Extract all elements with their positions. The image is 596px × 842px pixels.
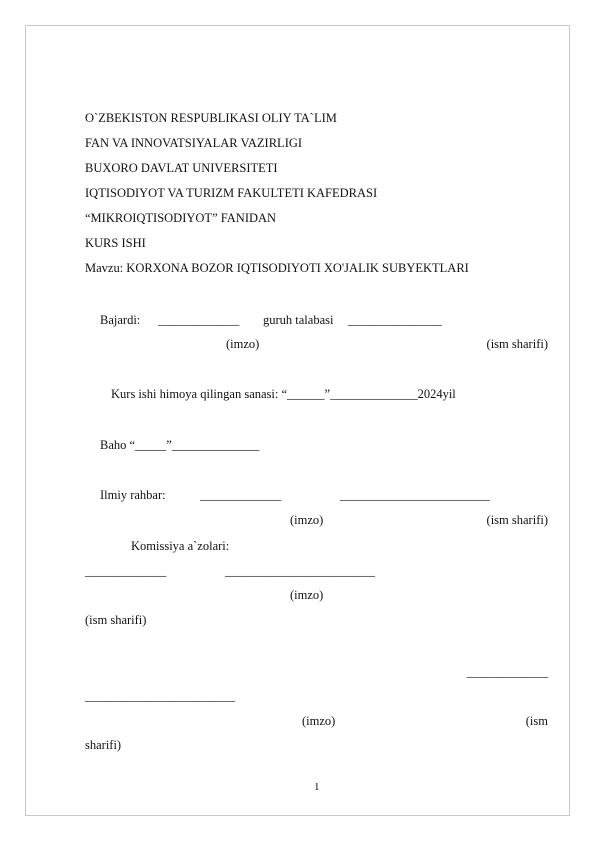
subject-name: “MIKROIQTISODIYOT” FANIDAN <box>85 211 277 225</box>
bajardi-signature-blank: _____________ <box>158 313 240 327</box>
advisor-imzo-caption: (imzo) <box>290 513 324 527</box>
bajardi-name-blank: _______________ <box>348 313 442 327</box>
group-student-label: guruh talabasi <box>263 313 334 327</box>
commission-member1-ism-caption: (ism sharifi) <box>85 613 147 627</box>
advisor-signature-blank: _____________ <box>200 488 282 502</box>
university-name: BUXORO DAVLAT UNIVERSITETI <box>85 161 278 175</box>
commission-member1-imzo-caption: (imzo) <box>290 588 324 602</box>
faculty-department: IQTISODIYOT VA TURIZM FAKULTETI KAFEDRASI <box>85 186 378 200</box>
commission-member1-name-blank: ________________________ <box>225 564 375 578</box>
advisor-name-blank: ________________________ <box>340 488 490 502</box>
commission-member2-imzo-caption: (imzo) <box>302 714 336 728</box>
ministry-line-2: FAN VA INNOVATSIYALAR VAZIRLIGI <box>85 136 303 150</box>
advisor-ism-caption: (ism sharifi) <box>486 513 548 527</box>
commission-member1-signature-blank: _____________ <box>85 564 167 578</box>
bajardi-ism-caption: (ism sharifi) <box>486 337 548 351</box>
commission-member2-ism-caption-start: (ism <box>525 714 548 728</box>
grade-line: Baho “_____”______________ <box>100 438 260 452</box>
bajardi-imzo-caption: (imzo) <box>226 337 260 351</box>
commission-member2-ism-caption-end: sharifi) <box>85 738 122 752</box>
ministry-line-1: O`ZBEKISTON RESPUBLIKASI OLIY TA`LIM <box>85 111 337 125</box>
advisor-label: Ilmiy rahbar: <box>100 488 166 502</box>
commission-label: Komissiya a`zolari: <box>131 539 230 553</box>
bajardi-label: Bajardi: <box>100 313 141 327</box>
page-number: 1 <box>314 781 320 793</box>
commission-member2-name-blank: ________________________ <box>85 689 235 703</box>
topic-line: Mavzu: KORXONA BOZOR IQTISODIYOTI XO'JALIK SUBYEKTLARI <box>85 261 469 275</box>
defense-date-line: Kurs ishi himoya qilingan sanasi: “______”______________2024yil <box>111 387 456 401</box>
commission-member2-signature-blank: _____________ <box>466 665 548 679</box>
document-type: KURS ISHI <box>85 236 146 250</box>
